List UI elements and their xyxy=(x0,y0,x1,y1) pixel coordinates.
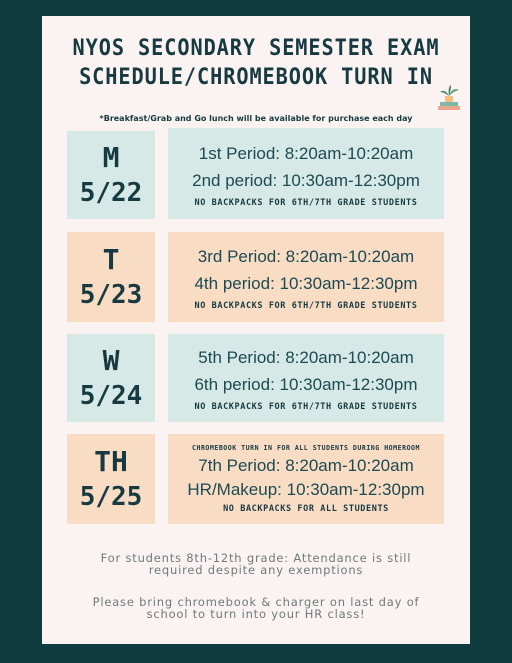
backpack-warning: NO BACKPACKS FOR 6TH/7TH GRADE STUDENTS xyxy=(194,402,418,412)
breakfast-note: *Breakfast/Grab and Go lunch will be available for purchase each day xyxy=(99,114,413,123)
period-line-2: 6th period: 10:30am-12:30pm xyxy=(194,375,418,394)
day-date: 5/24 xyxy=(79,381,143,411)
period-line-2: 4th period: 10:30am-12:30pm xyxy=(194,274,418,293)
day-date: 5/23 xyxy=(79,280,143,310)
day-date: 5/25 xyxy=(79,482,143,512)
day-letter: W xyxy=(102,344,120,377)
day-box-thursday xyxy=(67,434,155,524)
chromebook-note xyxy=(42,596,470,620)
attendance-note xyxy=(42,552,470,576)
period-box-monday xyxy=(168,128,444,219)
period-box-wednesday xyxy=(168,334,444,422)
backpack-warning: NO BACKPACKS FOR 6TH/7TH GRADE STUDENTS xyxy=(194,301,418,311)
period-line-2: 2nd period: 10:30am-12:30pm xyxy=(192,170,420,190)
chromebook-turn-in-warning: CHROMEBOOK TURN IN FOR ALL STUDENTS DURING HOMEROOM xyxy=(192,444,420,452)
title-line-1: NYOS SECONDARY SEMESTER EXAM xyxy=(72,36,440,61)
day-letter: M xyxy=(102,141,120,174)
period-line-2: HR/Makeup: 10:30am-12:30pm xyxy=(187,480,425,499)
period-box-thursday xyxy=(168,434,444,524)
backpack-warning: NO BACKPACKS FOR ALL STUDENTS xyxy=(223,504,389,514)
period-line-1: 5th Period: 8:20am-10:20am xyxy=(198,348,414,367)
period-box-tuesday xyxy=(168,232,444,322)
day-box-tuesday xyxy=(67,232,155,322)
attendance-note-line-2: required despite any exemptions xyxy=(148,563,364,577)
period-line-1: 7th Period: 8:20am-10:20am xyxy=(198,456,414,475)
potted-plant-books-icon xyxy=(434,84,464,114)
schedule-flyer xyxy=(42,16,470,644)
day-letter: T xyxy=(102,243,120,276)
period-line-1: 1st Period: 8:20am-10:20am xyxy=(198,143,414,163)
title-line-2: SCHEDULE/CHROMEBOOK TURN IN xyxy=(79,65,433,90)
day-box-wednesday xyxy=(67,334,155,422)
chromebook-note-line-1: Please bring chromebook & charger on last day of xyxy=(92,595,420,609)
page-title xyxy=(59,34,453,92)
period-line-1: 3rd Period: 8:20am-10:20am xyxy=(197,247,415,266)
day-letter: TH xyxy=(94,445,128,478)
day-box-monday xyxy=(67,131,155,219)
backpack-warning: NO BACKPACKS FOR 6TH/7TH GRADE STUDENTS xyxy=(194,197,418,208)
day-date: 5/22 xyxy=(79,178,143,208)
chromebook-note-line-2: school to turn into your HR class! xyxy=(146,607,366,621)
attendance-note-line-1: For students 8th-12th grade: Attendance is still xyxy=(100,551,412,565)
